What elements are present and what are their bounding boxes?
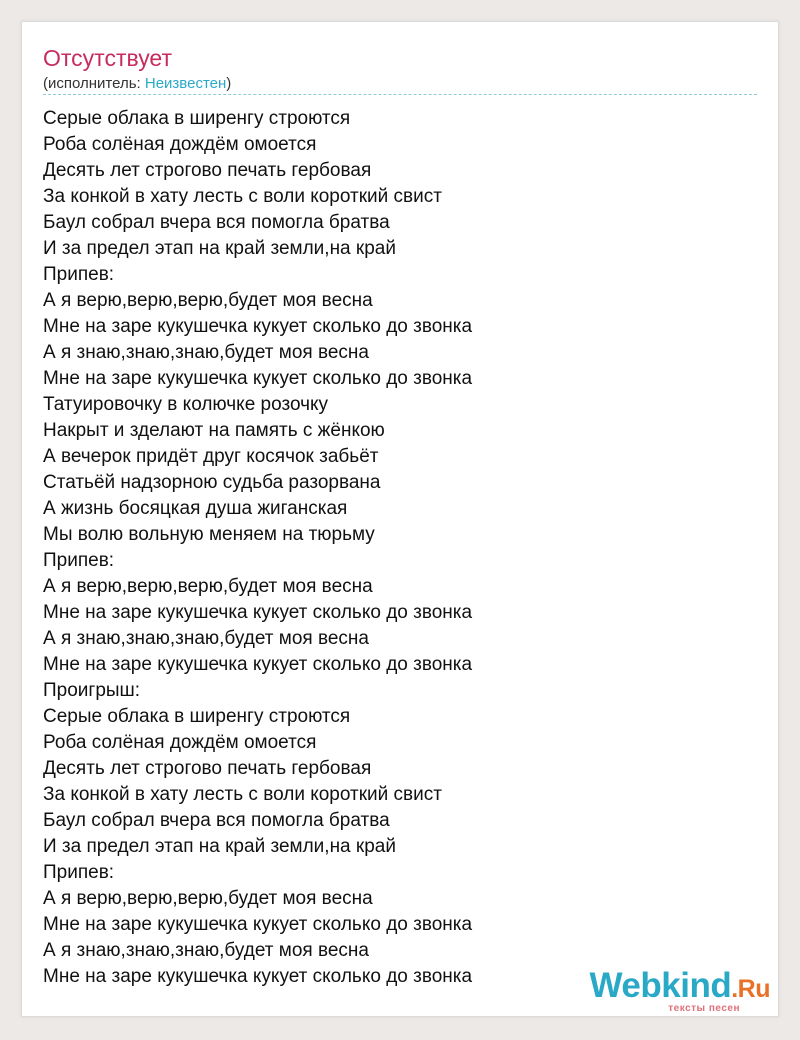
lyric-line: Татуировочку в колючке розочку	[43, 394, 329, 415]
lyric-line: А я верю,верю,верю,будет моя весна	[43, 888, 373, 909]
logo-tld: .Ru	[731, 975, 770, 1003]
lyric-line: За конкой в хату лесть с воли короткий свист	[43, 784, 442, 805]
lyric-line: И за предел этап на край земли,на край	[43, 836, 396, 857]
lyrics-body	[43, 106, 763, 990]
logo-tagline: тексты песен	[668, 1003, 740, 1014]
lyric-line: И за предел этап на край земли,на край	[43, 238, 396, 259]
lyric-line: Мне на заре кукушечка кукует сколько до звонка	[43, 316, 473, 337]
artist-prefix: (исполнитель:	[43, 75, 145, 92]
lyric-line: Мне на заре кукушечка кукует сколько до звонка	[43, 914, 473, 935]
lyric-line: Припев:	[43, 862, 115, 883]
lyric-line: Роба солёная дождём омоется	[43, 134, 317, 155]
lyric-line: Роба солёная дождём омоется	[43, 732, 317, 753]
lyric-line: Мне на заре кукушечка кукует сколько до звонка	[43, 368, 473, 389]
lyric-line: А я верю,верю,верю,будет моя весна	[43, 576, 373, 597]
lyric-line: Баул собрал вчера вся помогла братва	[43, 810, 390, 831]
lyric-line: Мы волю вольную меняем на тюрьму	[43, 524, 375, 545]
lyric-line: А я верю,верю,верю,будет моя весна	[43, 290, 373, 311]
lyric-line: Статьёй надзорною судьба разорвана	[43, 472, 381, 493]
lyric-line: Припев:	[43, 264, 115, 285]
lyric-line: Накрыт и зделают на память с жёнкою	[43, 420, 385, 441]
artist-link[interactable]: Неизвестен	[144, 75, 227, 92]
artist-suffix: )	[226, 75, 232, 92]
lyric-line: Мне на заре кукушечка кукует сколько до звонка	[43, 966, 473, 987]
lyric-line: Мне на заре кукушечка кукует сколько до звонка	[43, 654, 473, 675]
lyric-line: Десять лет строгово печать гербовая	[43, 160, 372, 181]
lyric-line: А я знаю,знаю,знаю,будет моя весна	[43, 628, 369, 649]
lyric-line: Серые облака в ширенгу строются	[43, 706, 351, 727]
lyric-line: А жизнь босяцкая душа жиганская	[43, 498, 348, 519]
lyric-line: Проигрыш:	[43, 680, 141, 701]
logo-text: Webkind	[589, 966, 732, 1005]
lyric-line: Мне на заре кукушечка кукует сколько до звонка	[43, 602, 473, 623]
lyrics-card	[21, 21, 779, 1017]
artist-line	[43, 75, 231, 93]
lyric-line: Припев:	[43, 550, 115, 571]
site-logo[interactable]	[590, 968, 770, 1014]
lyric-line: Десять лет строгово печать гербовая	[43, 758, 372, 779]
lyric-line: А вечерок придёт друг косячок забьёт	[43, 446, 379, 467]
lyric-line: А я знаю,знаю,знаю,будет моя весна	[43, 342, 369, 363]
lyric-line: А я знаю,знаю,знаю,будет моя весна	[43, 940, 369, 961]
lyric-line: Серые облака в ширенгу строются	[43, 108, 351, 129]
song-title: Отсутствует	[43, 45, 172, 71]
divider	[43, 94, 757, 95]
lyric-line: За конкой в хату лесть с воли короткий свист	[43, 186, 442, 207]
lyric-line: Баул собрал вчера вся помогла братва	[43, 212, 390, 233]
